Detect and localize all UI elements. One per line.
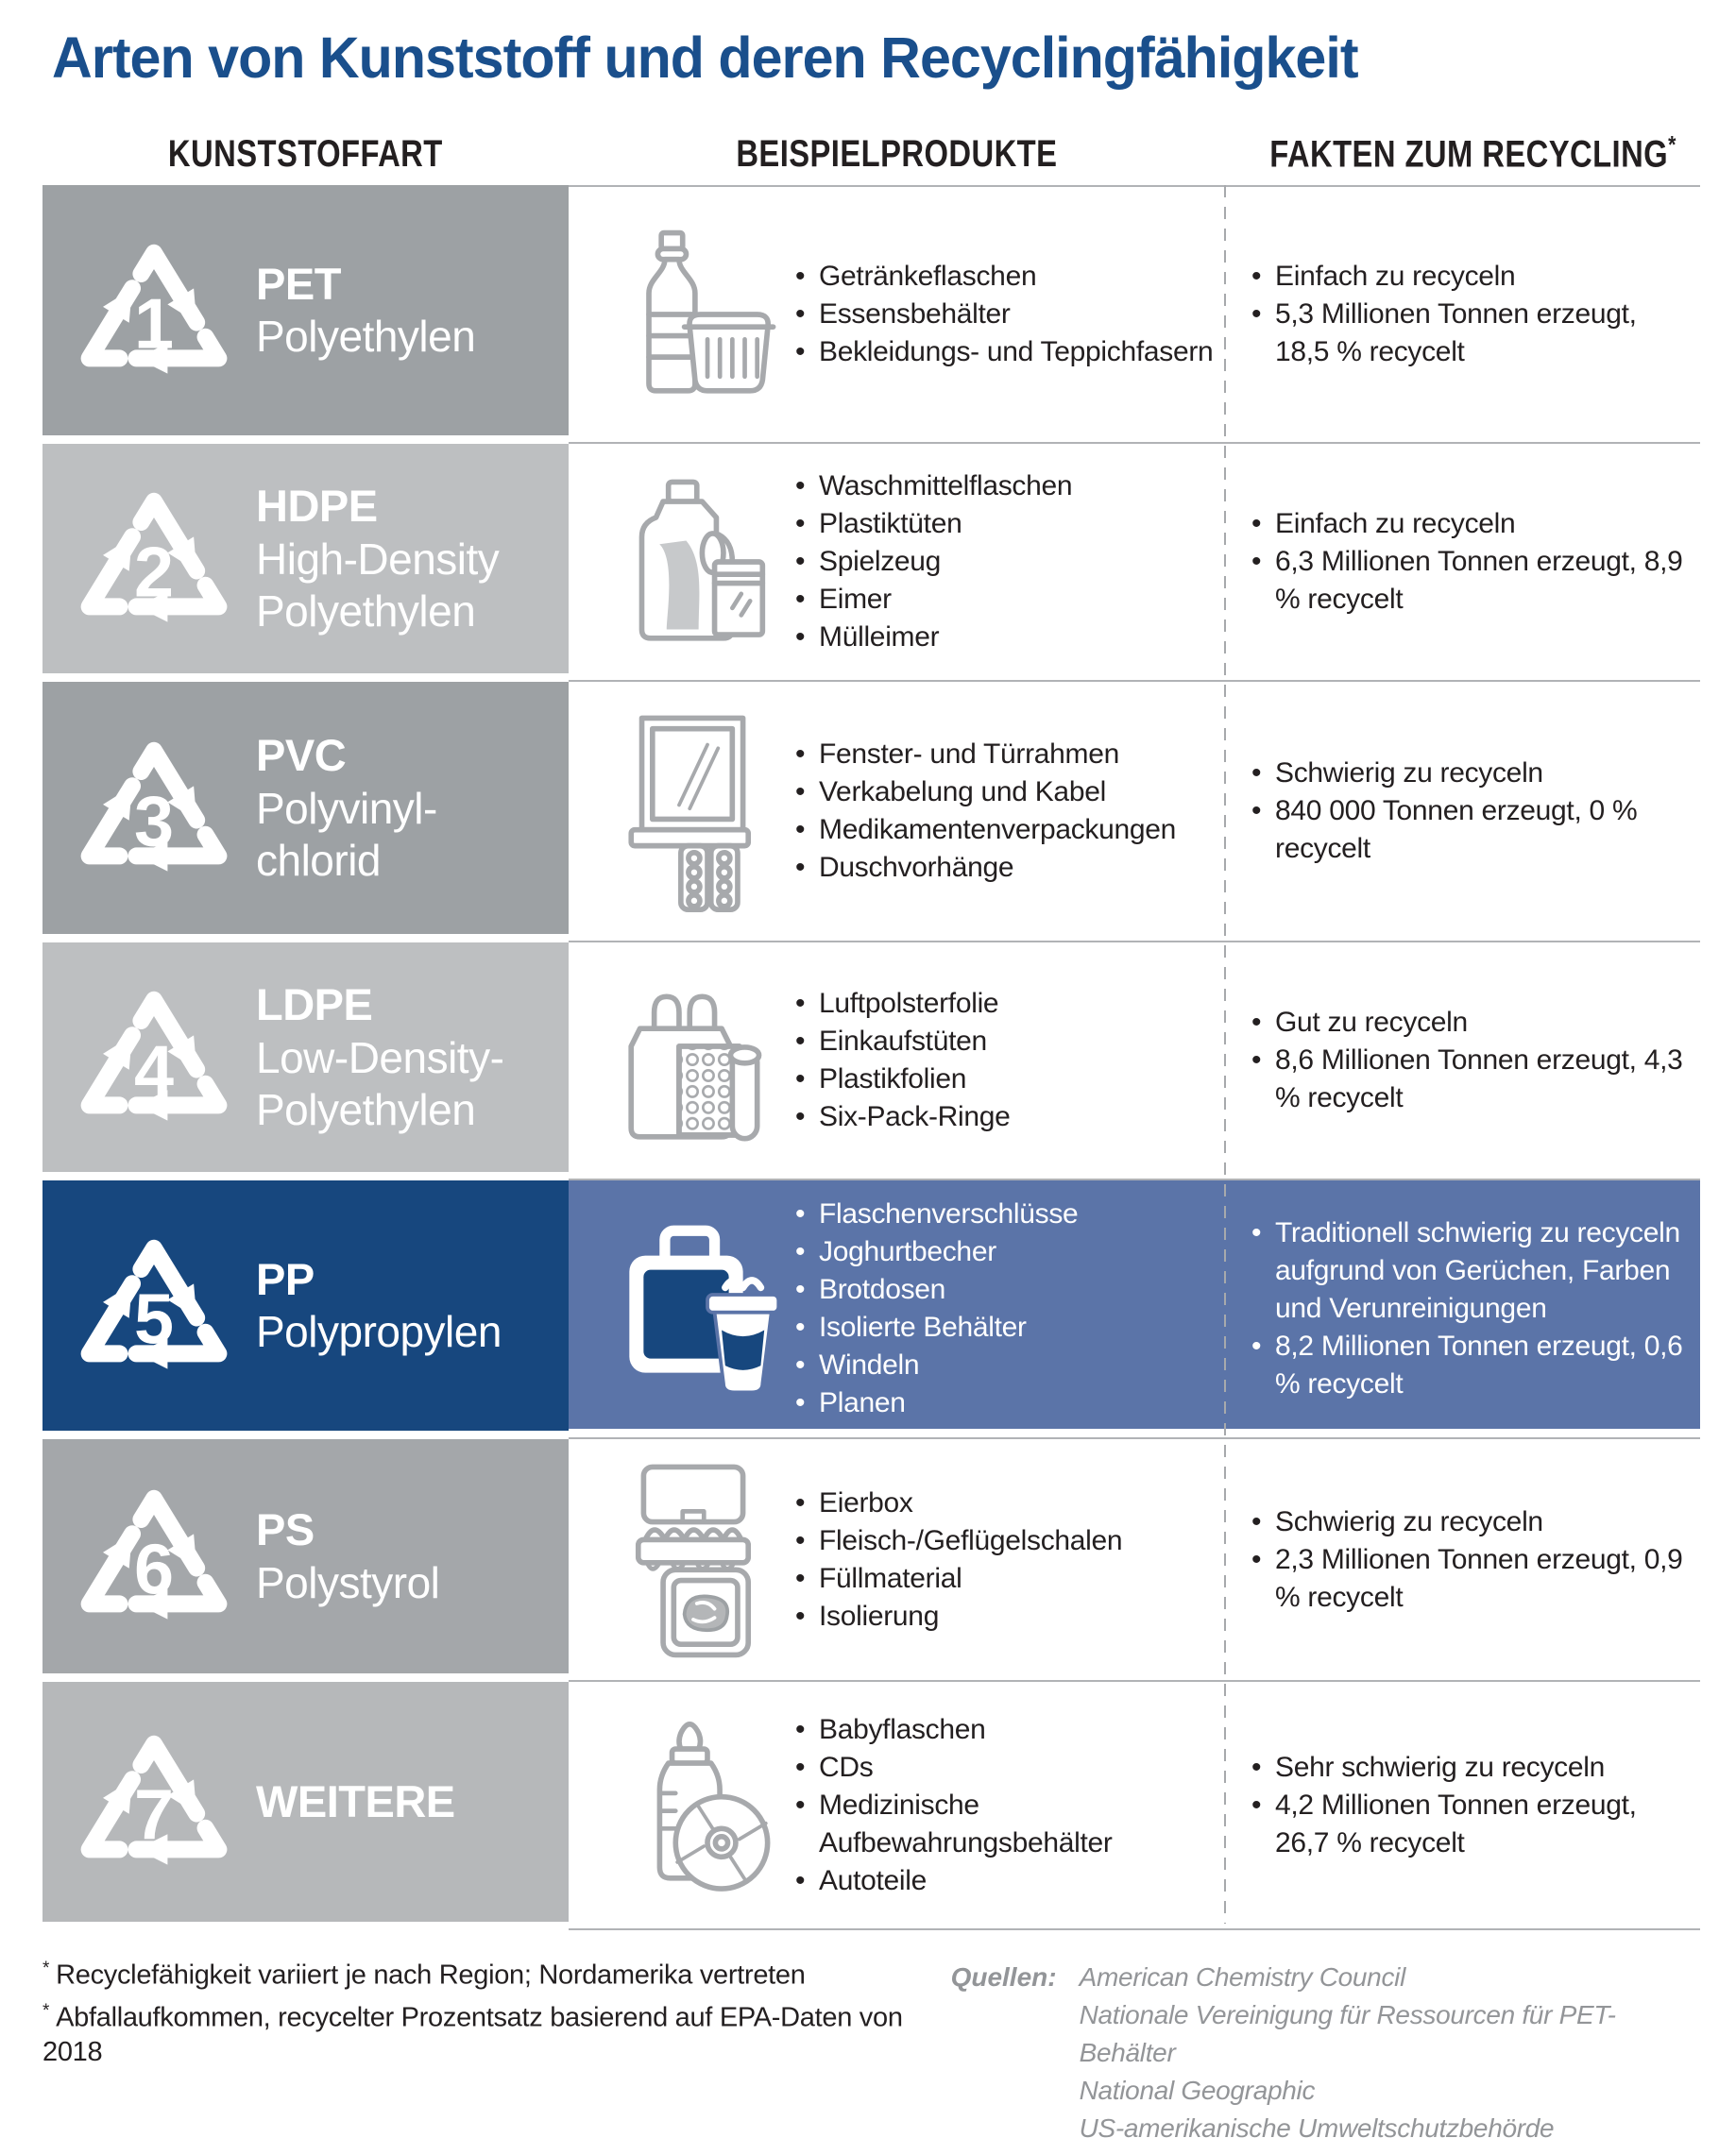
fact-item: • Sehr schwierig zu recyceln [1250, 1749, 1691, 1787]
product-item: • Flaschenverschlüsse [793, 1196, 1225, 1233]
table-row-weitere [0, 1682, 1736, 1930]
product-item: • Duschvorhänge [793, 849, 1225, 887]
recycling-symbol-7-icon [69, 1722, 239, 1881]
product-item: • CDs [793, 1749, 1225, 1787]
pp-products-list [793, 1196, 1225, 1422]
page-title: Arten von Kunststoff und deren Recyclingfähigkeit [52, 25, 1358, 90]
pvc-facts-cell [1225, 682, 1700, 942]
product-item: • Babyflaschen [793, 1711, 1225, 1749]
ldpe-facts-list [1250, 1004, 1700, 1117]
product-item: • Autoteile [793, 1862, 1225, 1900]
svg-text:3: 3 [133, 782, 175, 862]
baby-bottle-and-cd-icon [593, 1708, 793, 1903]
sources-list [1080, 1959, 1696, 2147]
recycling-symbol-3-icon [69, 729, 239, 888]
hdpe-type-cell [43, 444, 569, 673]
plastic-name: Polyethylen [256, 1084, 476, 1134]
product-item: • Waschmittelflaschen [793, 467, 1225, 505]
plastic-code: PP [256, 1253, 315, 1304]
plastic-name: Polypropylen [256, 1307, 502, 1357]
table-row-pet [0, 185, 1736, 444]
recycling-symbol-2-icon [69, 480, 239, 638]
ldpe-type-cell [43, 942, 569, 1172]
product-item: • Planen [793, 1384, 1225, 1422]
fact-item: • 6,3 Millionen Tonnen erzeugt, 8,9 % recycelt [1250, 543, 1691, 619]
ps-products-list [793, 1485, 1225, 1636]
pvc-type-cell [43, 682, 569, 934]
svg-text:6: 6 [133, 1530, 175, 1610]
beverage-bottle-and-food-container-icon [593, 226, 793, 403]
product-item: • Bekleidungs- und Teppichfasern [793, 333, 1225, 371]
footer [0, 1930, 1736, 2147]
source-item: National Geographic [1079, 2076, 1316, 2105]
plastic-code: HDPE [256, 481, 378, 532]
product-item: • Brotdosen [793, 1271, 1225, 1309]
product-item: • Medizinische Aufbewahrungsbehälter [793, 1787, 1225, 1862]
recycling-symbol-4-icon [69, 978, 239, 1137]
hdpe-products-list [793, 467, 1225, 656]
product-item: • Medikamentenverpackungen [793, 811, 1225, 849]
fact-item: • Schwierig zu recyceln [1250, 1503, 1691, 1541]
ldpe-facts-cell [1225, 942, 1700, 1180]
column-header-kunststoffart: KUNSTSTOFFART [168, 133, 443, 175]
product-item: • Füllmaterial [793, 1560, 1225, 1598]
detergent-jug-and-plastic-bag-icon [593, 473, 793, 651]
table-row-pp-highlighted [0, 1180, 1736, 1439]
pvc-facts-list [1250, 755, 1700, 868]
ldpe-examples-cell [569, 942, 1225, 1180]
sources-label: Quellen: [950, 1962, 1057, 1992]
product-item: • Luftpolsterfolie [793, 985, 1225, 1023]
source-item: American Chemistry Council [1079, 1962, 1405, 1992]
column-header-fakten: FAKTEN ZUM RECYCLING* [1269, 129, 1676, 175]
product-item: • Mülleimer [793, 619, 1225, 656]
product-item: • Getränkeflaschen [793, 258, 1225, 296]
svg-text:5: 5 [133, 1280, 175, 1360]
source-item: Nationale Vereinigung für Ressourcen für PET-Behälter [1079, 2000, 1616, 2067]
pet-facts-cell [1225, 185, 1700, 444]
product-item: • Plastiktüten [793, 505, 1225, 543]
lunchbox-and-yogurt-cup-icon [593, 1220, 793, 1398]
table-row-hdpe [0, 444, 1736, 682]
column-divider-dashed-line [1224, 185, 1226, 1924]
footnote-line: * Recyclefähigkeit variiert je nach Region; Nordamerika vertreten [43, 1959, 806, 1991]
footnotes [43, 1951, 951, 2147]
svg-text:4: 4 [133, 1031, 175, 1111]
pet-type-cell [43, 185, 569, 435]
plastic-code: LDPE [256, 979, 373, 1030]
pp-examples-cell [569, 1180, 1225, 1439]
pvc-products-list [793, 736, 1225, 887]
plastic-name: chlorid [256, 835, 382, 885]
plastics-table [0, 185, 1736, 1930]
plastic-name: Polyvinyl- [256, 783, 437, 833]
plastic-code: PET [256, 258, 341, 309]
product-item: • Einkaufstüten [793, 1023, 1225, 1061]
fact-item: • Traditionell schwierig zu recyceln aufgrund von Gerüchen, Farben und Verunreinigungen [1250, 1214, 1691, 1328]
plastic-name: Polystyrol [256, 1557, 440, 1607]
product-item: • Eimer [793, 581, 1225, 619]
table-row-ps [0, 1439, 1736, 1682]
svg-text:2: 2 [133, 533, 175, 613]
product-item: • Isolierte Behälter [793, 1309, 1225, 1347]
fact-item: • 5,3 Millionen Tonnen erzeugt, 18,5 % recycelt [1250, 296, 1691, 371]
recycling-symbol-5-icon [69, 1227, 239, 1385]
plastic-code: PS [256, 1504, 315, 1555]
fact-item: • 840 000 Tonnen erzeugt, 0 % recycelt [1250, 792, 1691, 868]
ps-facts-list [1250, 1503, 1700, 1617]
ldpe-products-list [793, 985, 1225, 1136]
ps-examples-cell [569, 1439, 1225, 1682]
product-item: • Windeln [793, 1347, 1225, 1384]
hdpe-facts-list [1250, 505, 1700, 619]
svg-text:1: 1 [133, 284, 175, 365]
pet-facts-list [1250, 258, 1700, 371]
facts-asterisk: * [1668, 129, 1676, 159]
sources [951, 1959, 1696, 2147]
product-item: • Fleisch-/Geflügelschalen [793, 1522, 1225, 1560]
product-item: • Isolierung [793, 1598, 1225, 1636]
product-item: • Eierbox [793, 1485, 1225, 1522]
plastic-name: Polyethylen [256, 585, 476, 636]
pp-facts-cell [1225, 1180, 1700, 1439]
plastic-name: High-Density [256, 534, 500, 584]
pp-type-cell [43, 1180, 569, 1431]
source-item: US-amerikanische Umweltschutzbehörde [1079, 2113, 1555, 2143]
ps-type-cell [43, 1439, 569, 1673]
ps-facts-cell [1225, 1439, 1700, 1682]
plastic-name: Low-Density- [256, 1032, 504, 1082]
fact-item: • Schwierig zu recyceln [1250, 755, 1691, 792]
fact-item: • Einfach zu recyceln [1250, 258, 1691, 296]
column-header-beispielprodukte: BEISPIELPRODUKTE [736, 133, 1058, 175]
plastic-name: Polyethylen [256, 312, 476, 362]
svg-text:7: 7 [133, 1775, 175, 1856]
weitere-products-list [793, 1711, 1225, 1900]
plastic-code: WEITERE [256, 1775, 455, 1826]
weitere-facts-cell [1225, 1682, 1700, 1930]
product-item: • Six-Pack-Ringe [793, 1098, 1225, 1136]
shopping-bag-and-bubble-wrap-icon [593, 972, 793, 1149]
weitere-facts-list [1250, 1749, 1700, 1862]
fact-item: • Gut zu recyceln [1250, 1004, 1691, 1042]
fact-item: • 2,3 Millionen Tonnen erzeugt, 0,9 % recycelt [1250, 1541, 1691, 1617]
weitere-examples-cell [569, 1682, 1225, 1930]
product-item: • Essensbehälter [793, 296, 1225, 333]
fact-item: • 8,6 Millionen Tonnen erzeugt, 4,3 % recycelt [1250, 1042, 1691, 1117]
product-item: • Verkabelung und Kabel [793, 773, 1225, 811]
hdpe-examples-cell [569, 444, 1225, 682]
product-item: • Plastikfolien [793, 1061, 1225, 1098]
column-headers [0, 123, 1736, 176]
pvc-examples-cell [569, 682, 1225, 942]
hdpe-facts-cell [1225, 444, 1700, 682]
product-item: • Fenster- und Türrahmen [793, 736, 1225, 773]
fact-item: • 8,2 Millionen Tonnen erzeugt, 0,6 % recycelt [1250, 1328, 1691, 1403]
fact-item: • 4,2 Millionen Tonnen erzeugt, 26,7 % recycelt [1250, 1787, 1691, 1862]
product-item: • Spielzeug [793, 543, 1225, 581]
table-row-pvc [0, 682, 1736, 942]
product-item: • Joghurtbecher [793, 1233, 1225, 1271]
footnote-line: * Abfallaufkommen, recycelter Prozentsatz basierend auf EPA-Daten von 2018 [43, 2000, 903, 2068]
pp-facts-list [1250, 1214, 1700, 1403]
weitere-type-cell [43, 1682, 569, 1922]
fact-item: • Einfach zu recyceln [1250, 505, 1691, 543]
recycling-symbol-1-icon [69, 231, 239, 390]
window-frame-and-pill-packs-icon [593, 709, 793, 913]
recycling-symbol-6-icon [69, 1477, 239, 1636]
egg-carton-and-meat-tray-icon [593, 1458, 793, 1662]
table-row-ldpe [0, 942, 1736, 1180]
pet-examples-cell [569, 185, 1225, 444]
plastic-code: PVC [256, 730, 347, 781]
pet-products-list [793, 258, 1225, 371]
